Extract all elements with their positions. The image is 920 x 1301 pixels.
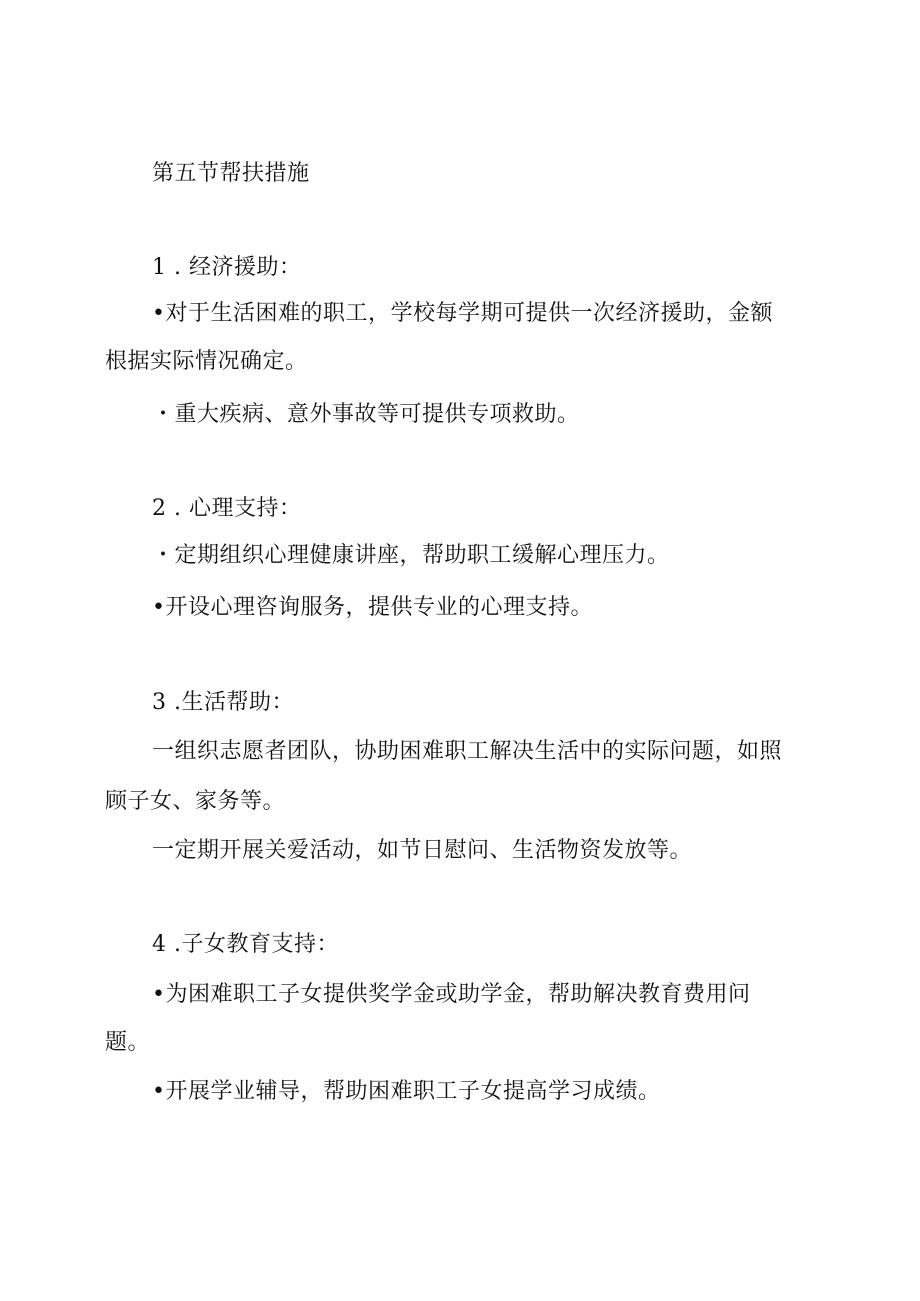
- section-1-heading: 1 . 经济援助：: [152, 255, 302, 280]
- section-1-item-1-line-1: •对于生活困难的职工，学校每学期可提供一次经济援助，金额: [152, 301, 773, 326]
- section-3-item-2: 一定期开展关爱活动，如节日慰问、生活物资发放等。: [152, 838, 693, 863]
- section-title: 第五节帮扶措施: [152, 161, 310, 186]
- section-4-item-2: •开展学业辅导，帮助困难职工子女提高学习成绩。: [152, 1079, 661, 1104]
- section-4-item-1-line-2: 题。: [105, 1030, 151, 1055]
- section-1-item-1-line-2: 根据实际情况确定。: [105, 349, 308, 374]
- section-2-item-2: •开设心理咨询服务，提供专业的心理支持。: [152, 595, 593, 620]
- section-3-item-1-line-2: 顾子女、家务等。: [105, 789, 286, 814]
- section-2-heading: 2 . 心理支持：: [152, 496, 302, 521]
- section-3-item-1-line-1: 一组织志愿者团队，协助困难职工解决生活中的实际问题，如照: [152, 739, 783, 764]
- section-4-item-1-line-1: •为困难职工子女提供奖学金或助学金，帮助解决教育费用问: [152, 982, 751, 1007]
- section-4-heading: 4 .子女教育支持：: [152, 932, 339, 957]
- section-1-item-2: ・重大疾病、意外事故等可提供专项救助。: [152, 402, 580, 427]
- section-2-item-1: ・定期组织心理健康讲座，帮助职工缓解心理压力。: [152, 543, 670, 568]
- section-3-heading: 3 .生活帮助：: [152, 690, 294, 715]
